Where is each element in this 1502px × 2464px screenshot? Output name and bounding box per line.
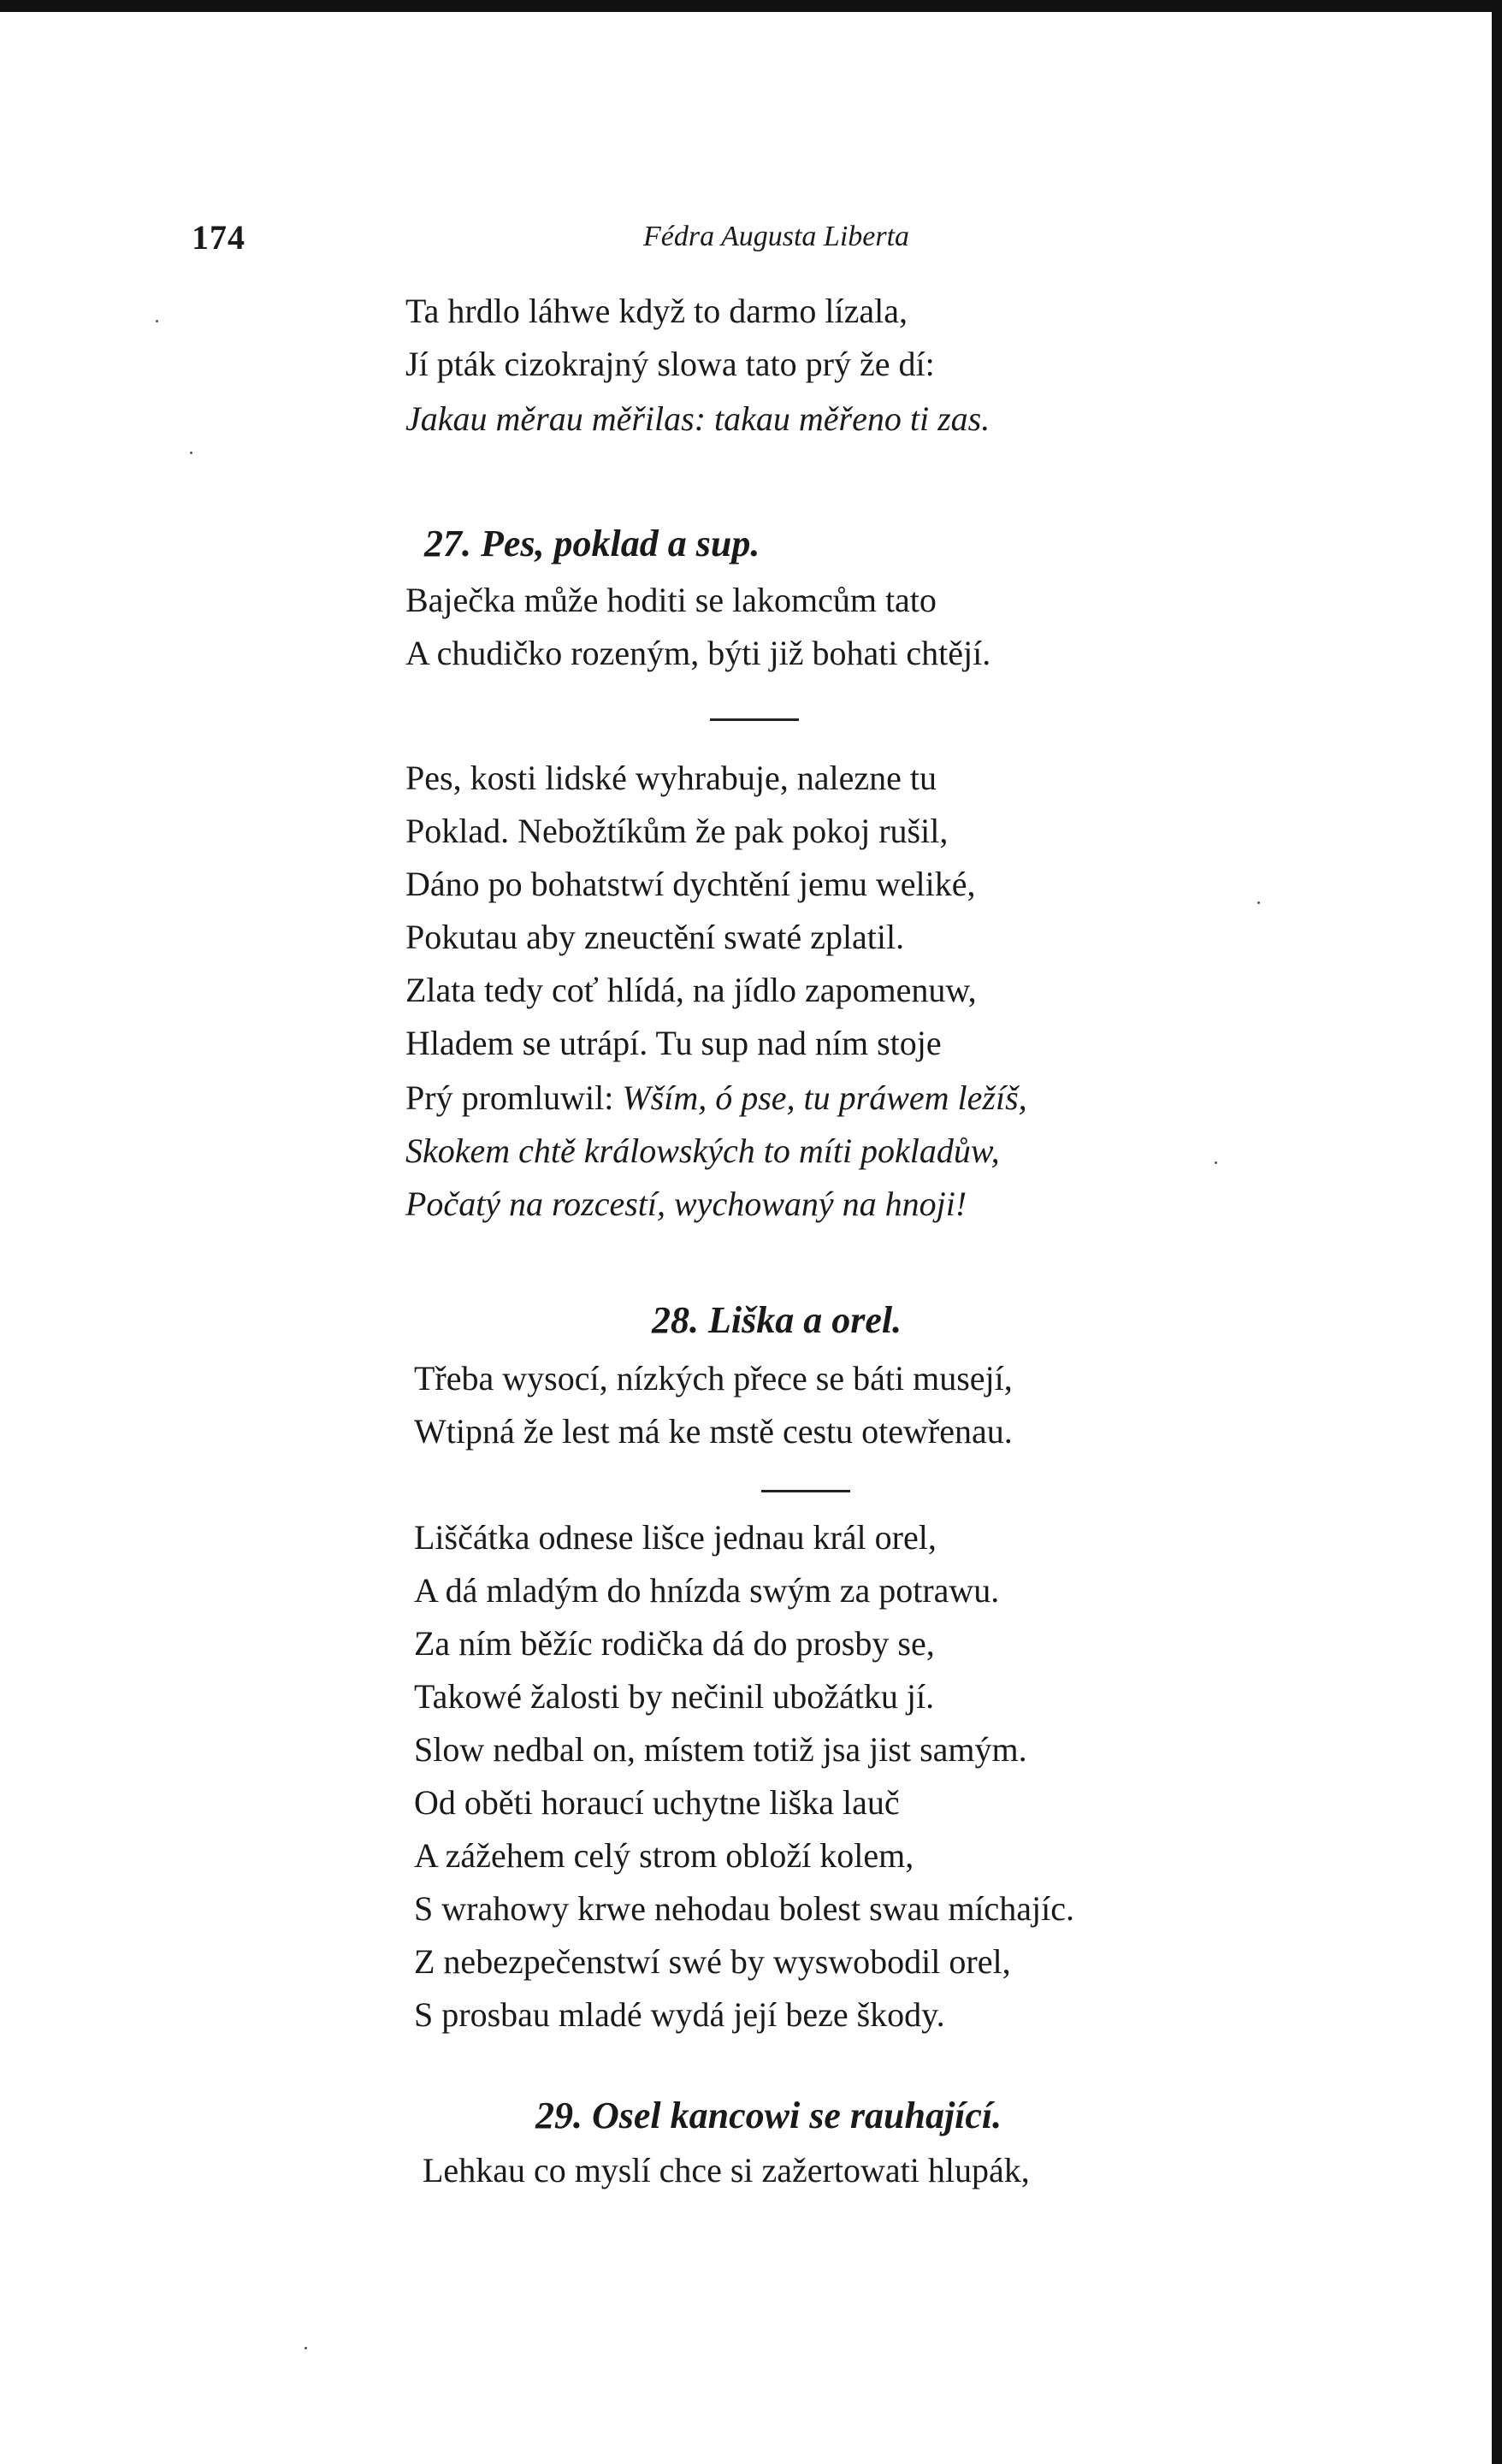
intro-line: Baječka může hoditi se lakomcům tato [405,581,937,619]
verse-line: Od oběti horaucí uchytne liška lauč [414,1783,900,1822]
verse-line: Pokutau aby zneuctění swaté zplatil. [405,918,905,956]
verse-line: Dáno po bohatstwí dychtění jemu weliké, [405,865,976,903]
fable-28-title: 28. Liška a orel. [652,1299,902,1341]
moral-line: Jakau měrau měřilas: takau měřeno ti zas. [405,399,990,438]
verse-line: Ta hrdlo láhwe když to darmo lízala, [405,292,908,330]
speech-line: Skokem chtě králowských to míti pokladůw, [405,1132,1000,1170]
verse-line: Zlata tedy coť hlídá, na jídlo zapomenuw, [405,971,977,1009]
scan-speck [305,2347,307,2349]
verse-line: Hladem se utrápí. Tu sup nad ním stoje [405,1024,942,1062]
page-header [0,217,1492,269]
fable-27-title: 27. Pes, poklad a sup. [424,523,760,564]
verse-line: A zážehem celý strom obloží kolem, [414,1836,914,1875]
verse-line: Za ním běžíc rodička dá do prosby se, [414,1624,935,1663]
verse-line: Takowé žalosti by nečinil ubožátku jí. [414,1677,935,1716]
speech-intro: Prý promluwil: [405,1078,614,1117]
verse-line: Slow nedbal on, místem totiž jsa jist samým. [414,1730,1027,1769]
intro-line: Třeba wysocí, nízkých přece se báti musejí, [414,1359,1013,1397]
scan-edge-top [0,0,1502,12]
verse-line: Lehkau co myslí chce si zažertowati hlupák, [423,2151,1030,2189]
verse-line: S prosbau mladé wydá její beze škody. [414,1995,945,2034]
speech-text: Wším, ó pse, tu práwem ležíš, [622,1078,1027,1117]
verse-line: A dá mladým do hnízda swým za potrawu. [414,1571,1000,1610]
intro-line: Wtipná že lest má ke mstě cestu otewřenau. [414,1412,1013,1451]
verse-line: Liščátka odnese lišce jednau král orel, [414,1518,937,1557]
book-page [0,12,1492,2464]
speech-line: Počatý na rozcestí, wychowaný na hnoji! [405,1185,967,1223]
verse-line-speech [405,1078,1027,1119]
verse-line: Pes, kosti lidské wyhrabuje, nalezne tu [405,759,937,797]
verse-line: Z nebezpečenstwí swé by wyswobodil orel, [414,1942,1011,1981]
scan-edge-right [1492,0,1502,2464]
intro-line: A chudičko rozeným, býti již bohati chtějí. [405,634,991,672]
scan-speck [1215,1161,1217,1164]
page-number: 174 [192,218,245,257]
verse-line: S wrahowy krwe nehodau bolest swau míchajíc. [414,1889,1075,1928]
verse-line: Poklad. Nebožtíkům že pak pokoj rušil, [405,812,949,850]
running-title: Fédra Augusta Liberta [643,221,910,252]
scan-speck [156,320,158,322]
verse-line: Jí pták cizokrajný slowa tato prý že dí: [405,345,935,383]
section-rule [761,1490,850,1492]
fable-29-title: 29. Osel kancowi se rauhající. [535,2095,1002,2136]
section-rule [710,718,799,721]
scan-speck [1257,901,1260,904]
scan-speck [190,452,192,454]
